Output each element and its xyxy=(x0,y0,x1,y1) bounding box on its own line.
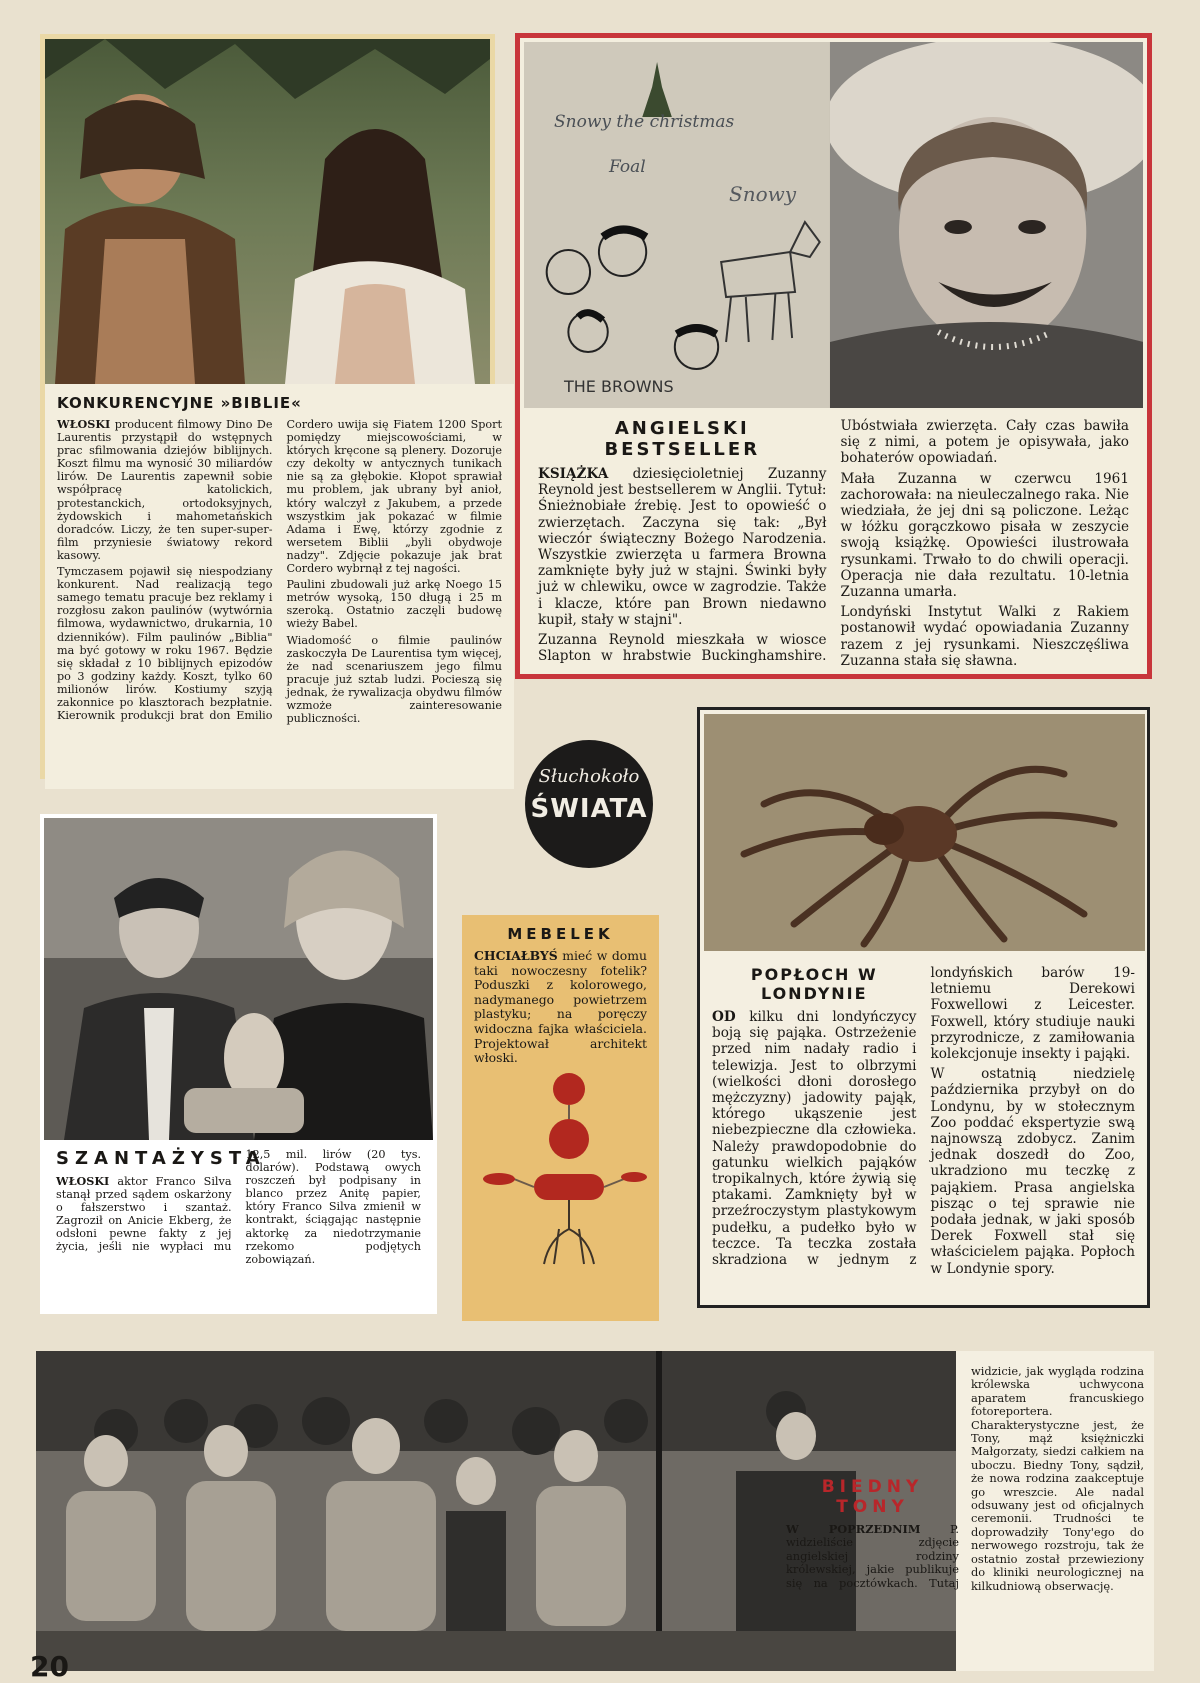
mebelek-article xyxy=(462,915,659,1321)
biblie-photo xyxy=(45,39,490,384)
spider-photo xyxy=(704,714,1145,951)
bestseller-p2: Zuzanna Reynold mieszkała w wiosce Slapton w hrabstwie Buckinghamshire. Ubóstwiała zwierzęta. Cały czas bawiła się z nimi, a potem je opisywała, jako bohaterów opowiadań. xyxy=(538,418,1129,665)
chair-illustration xyxy=(474,1069,647,1269)
bestseller-title: ANGIELSKI BESTSELLER xyxy=(604,418,761,460)
bestseller-lead: KSIĄŻKA xyxy=(538,466,609,482)
szantazysta-p1: aktor Franco Silva stanął przed sądem oskarżony o fałszerstwo i szantaż. Zagroził on Anicie Ekberg, że odsłoni pewne fakty z jej życia, jeśli nie wypłaci mu 12,5 mil. lirów (20 tys. dolarów). Podstawą owych roszczeń był podpisany in blanco przez Anitę papier, który Franco Silva zmienił w kontrakt, ściągając następnie aktorkę za niedotrzymanie rzekomo podjętych zobowiązań. xyxy=(56,1148,421,1266)
szantazysta-lead: WŁOSKI xyxy=(56,1174,110,1188)
biblie-p3: Paulini zbudowali już arkę Noego 15 metrów wysoką, 150 długą i 25 m szeroką. Ostatnio zaczęli budowę wieży Babel. xyxy=(286,578,502,631)
biblie-p4: Wiadomość o filmie paulinów zaskoczyła De Laurentisa tym więcej, że nad scenariuszem jego filmu pracuje już sztab ludzi. Pocieszą się jednak, że rywalizacja obydwu filmów wzmoże zainteresowanie publiczności. xyxy=(286,633,502,726)
biblie-article xyxy=(40,34,502,779)
tony-p1: P. widzieliście zdjęcie angielskiej rodziny królewskiej, jakie publikuje się na pocztówkach. Tutaj widzicie, jak wygląda rodzina królewska uchwycona aparatem francuskiego fotoreportera. Charakterystyczne jest, że Tony, mąż księżniczki Małgorzaty, siedzi całkiem na uboczu. Biedny Tony, sądził, że nowa rodzina zaakceptuje go wreszcie. Ale nadal odsuwany jest od oficjalnych ceremonii. Trudności te doprowadziły Tony'ego do nerwowego rozstroju, tak że ostatnio został przewieziony do kliniki neurologicznej na kilkudniową obserwację. xyxy=(786,1364,1144,1593)
bestseller-p4: Londyński Instytut Walki z Rakiem postanowił wydać opowiadania Zuzanny razem z jej rysunkami. Nieszczęśliwa Zuzanna stała się sławna. xyxy=(840,604,1129,669)
drawing-line3: Snowy xyxy=(729,182,797,206)
section-logo xyxy=(525,740,653,868)
bestseller-article xyxy=(515,33,1152,679)
tony-text xyxy=(774,1351,1154,1671)
szantazysta-title: SZANTAŻYSTA xyxy=(56,1148,266,1169)
bestseller-text xyxy=(524,408,1143,669)
poploch-text xyxy=(704,951,1143,1277)
children-drawing-photo xyxy=(524,42,830,408)
bestseller-p3: Mała Zuzanna w czerwcu 1961 zachorowała: na nieuleczalnego raka. Nie wiedziała, że jej dni są policzone. Leżąc w łóżku gorączkowo pisała w zeszycie swoją książkę. Opowieści ilustrowała rysunkami. Trwało to do chwili operacji. Operacja nie dała rezultatu. 10-letnia Zuzanna umarła. xyxy=(840,470,1129,601)
biblie-title: KONKURENCYJNE »BIBLIE« xyxy=(57,394,302,412)
poploch-title: POPŁOCH W LONDYNIE xyxy=(750,965,878,1003)
biblie-p1: producent filmowy Dino De Laurentis przystąpił do wstępnych prac sfilmowania dziejów biblijnych. Koszt filmu ma wynosić 30 miliardów lirów. De Laurentis zapewnił sobie współpracę katolickich, protestanckich, ortodoksyjnych, żydowskich i mahometańskich doradców. Liczy, że ten super-super-film przyniesie światowy rekord kasowy. xyxy=(57,418,273,562)
tony-article xyxy=(36,1351,1154,1671)
logo-script: Słuchokoło xyxy=(538,766,640,787)
drawing-line4: THE BROWNS xyxy=(564,377,674,396)
drawing-line1: Snowy the christmas xyxy=(554,112,735,132)
biblie-p2: Tymczasem pojawił się niespodziany konkurent. Nad realizacją tego samego tematu pracuje bez reklamy i rozgłosu zakon paulinów (wytwórnia filmowa, wydawnictwo, drukarnia, 10 dzienników). Film paulinów „Biblia" ma być gotowy w roku 1967. Będzie się składał z 10 biblijnych epizodów po 3 godziny każdy. Koszt, tylko 60 milionów lirów. Kostiumy szyją zakonnice po klasztorach bezpłatnie. Kierownik produkcji brat don Emilio Cordero uwija się Fiatem 1200 Sport pomiędzy miejscowościami, w których kręcone są plenery. Dozoruje czy dekolty w antycznych tunikach nie są za głębokie. Kłopot sprawiał mu problem, jak ubrany był anioł, który walczył z Jakubem, a przede wszystkim jak pokazać w filmie Adama i Ewę, którzy zgodnie z wersetem Biblii „byli obydwoje nadzy". Zdjęcie pokazuje jak brat Cordero wybrnął z tej nagości. xyxy=(57,418,502,723)
biblie-text xyxy=(45,384,514,789)
mebelek-p1: mieć w domu taki nowoczesny fotelik? Poduszki z kolorowego, nadymanego powietrzem plastyku; na poręczy widoczna fajka właściciela. Projektował architekt włoski. xyxy=(474,948,647,1066)
bestseller-p1: dziesięcioletniej Zuzanny Reynold jest bestsellerem w Anglii. Tytuł: Śnieżnobiałe źrebię. Jest to opowieść o zwierzętach. Zaczyna się tak: „Był wieczór świąteczny Bożego Narodzenia. Wszystkie zwierzęta u farmera Browna zamknięte były już w stajni. Świnki były już w chlewiku, owce w zagrodzie. Także i klacze, które pan Brown niedawno kupił, stały w stajni". xyxy=(538,466,827,628)
poploch-lead: OD xyxy=(712,1009,736,1025)
poploch-p2: W ostatnią niedzielę października przybył on do Londynu, by w stołecznym Zoo poddać ekspertyzie swą najnowszą zdobycz. Zanim jednak doszedł do Zoo, ukradziono mu teczkę z pająkiem. Prasa angielska pisząc o tej sprawie nie podała jednak, w jaki sposób Derek Foxwell stał się właścicielem pająka. Popłoch w Londynie spory. xyxy=(930,1066,1135,1277)
poploch-article xyxy=(697,707,1150,1308)
szantazysta-article xyxy=(40,814,437,1314)
tony-title: BIEDNY TONY xyxy=(821,1477,924,1517)
szantazysta-text xyxy=(44,1140,433,1274)
tony-lead: W POPRZEDNIM xyxy=(786,1522,921,1536)
mebelek-lead: CHCIAŁBYŚ xyxy=(474,948,558,963)
drawing-line2: Foal xyxy=(609,157,646,177)
logo-word: ŚWIATA xyxy=(530,794,648,824)
poploch-p1: kilku dni londyńczycy boją się pająka. Ostrzeżenie przed nim nadały radio i telewizja. Jest to olbrzymi (wielkości dłoni dorosłego mężczyzny) jadowity pająk, którego ukąszenie jest niebezpieczne dla człowieka. Należy prawdopodobnie do gatunku wielkich pająków tropikalnych, które żywią się ptakami. Zamknięty był w przeźroczystym plastykowym pudełku, a pudełko było w teczce. Ta teczka została skradziona w jednym z londyńskich barów 19-letniemu Derekowi Foxwellowi z Leicester. Foxwell, który studiuje nauki przyrodnicze, z zamiłowania kolekcjonuje insekty i pająki. xyxy=(712,965,1135,1269)
szantazysta-photo xyxy=(44,818,433,1140)
girl-portrait-photo xyxy=(830,42,1143,408)
biblie-lead: WŁOSKI xyxy=(57,417,111,431)
page-number: 20 xyxy=(30,1650,69,1683)
mebelek-title: MEBELEK xyxy=(507,925,614,943)
